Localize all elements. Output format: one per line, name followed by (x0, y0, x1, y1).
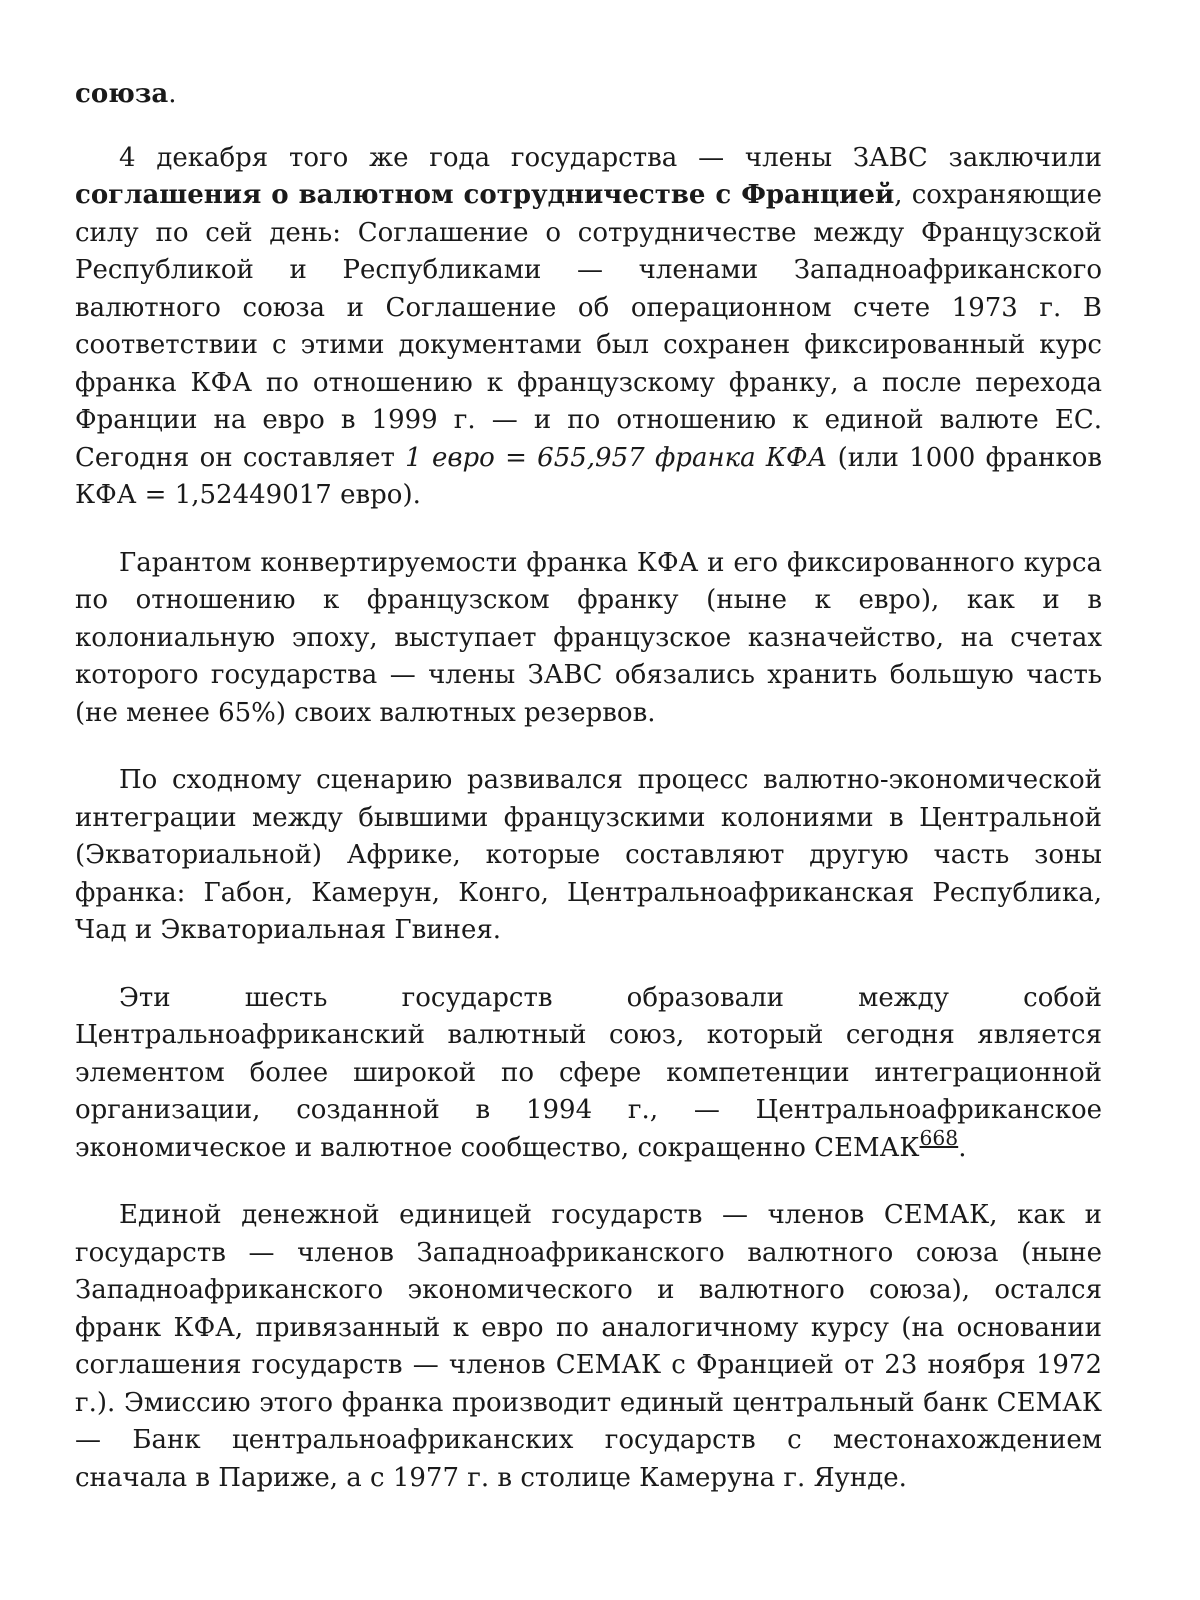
document-page (75, 76, 1102, 1527)
paragraph-text: , сохраняющие силу по сей день: Соглашение о сотрудничестве между Французской Республикой и Республиками — членами Западноафриканского валютного союза и Соглашение об операционном счете 1973 г. В соответствии с этими документами был сохранен фиксированный курс франка КФА по отношению к французскому франку, а после перехода Франции на евро в 1999 г. — и по отношению к единой валюте ЕС. Сегодня он составляет (75, 180, 1103, 473)
bold-text: союза (75, 79, 169, 109)
italic-exchange-rate: 1 евро = 655,957 франка КФА (405, 442, 828, 473)
bold-text: соглашения о валютном сотрудничестве с Францией (75, 180, 895, 210)
paragraph-guarantor: Гарантом конвертируемости франка КФА и его фиксированного курса по отношению к французском франку (ныне к евро), как и в колониальную эпоху, выступает французское казначейство, на счетах которого государства — члены ЗАВС обязались хранить большую часть (не менее 65%) своих валютных резервов. (75, 547, 1102, 728)
paragraph-text: 4 декабря того же года государства — члены ЗАВС заключили (119, 142, 1102, 173)
paragraph-central-africa: По сходному сценарию развивался процесс валютно-экономической интеграции между бывшими французскими колониями в Центральной (Экваториальной) Африке, которые составляют другую часть зоны франка: Габон, Камерун, Конго, Центральноафриканская Республика, Чад и Экваториальная Гвинея. (75, 765, 1102, 945)
footnote-link[interactable]: 668 (919, 1125, 959, 1150)
paragraph-text: Эти шесть государств образовали между собой Центральноафриканский валютный союз, который сегодня является элементом более широкой по сфере компетенции интеграционной организации, созданной в 1994 г., — Центральноафриканское экономическое и валютное сообщество, сокращенно СЕМАК (75, 982, 1102, 1163)
paragraph-continuation (75, 76, 1102, 114)
paragraph-text: . (168, 79, 177, 109)
paragraph-cfa-franc: Единой денежной единицей государств — членов СЕМАК, как и государств — членов Западноафриканского валютного союза (ныне Западноафриканского экономического и валютного союза), остался франк КФА, привязанный к евро по аналогичному курсу (на основании соглашения государств — членов СЕМАК с Францией от 23 ноября 1972 г.). Эмиссию этого франка производит единый центральный банк СЕМАК — Банк центральноафриканских государств с местонахождением сначала в Париже, а с 1977 г. в столице Камеруна г. Яунде. (75, 1200, 1102, 1493)
paragraph-text: (или 1000 франков КФА = 1,52449017 евро). (75, 442, 1102, 510)
paragraph-text: . (958, 1132, 967, 1163)
paragraph-currency-agreements (75, 140, 1102, 515)
paragraph-cemac (75, 980, 1102, 1168)
